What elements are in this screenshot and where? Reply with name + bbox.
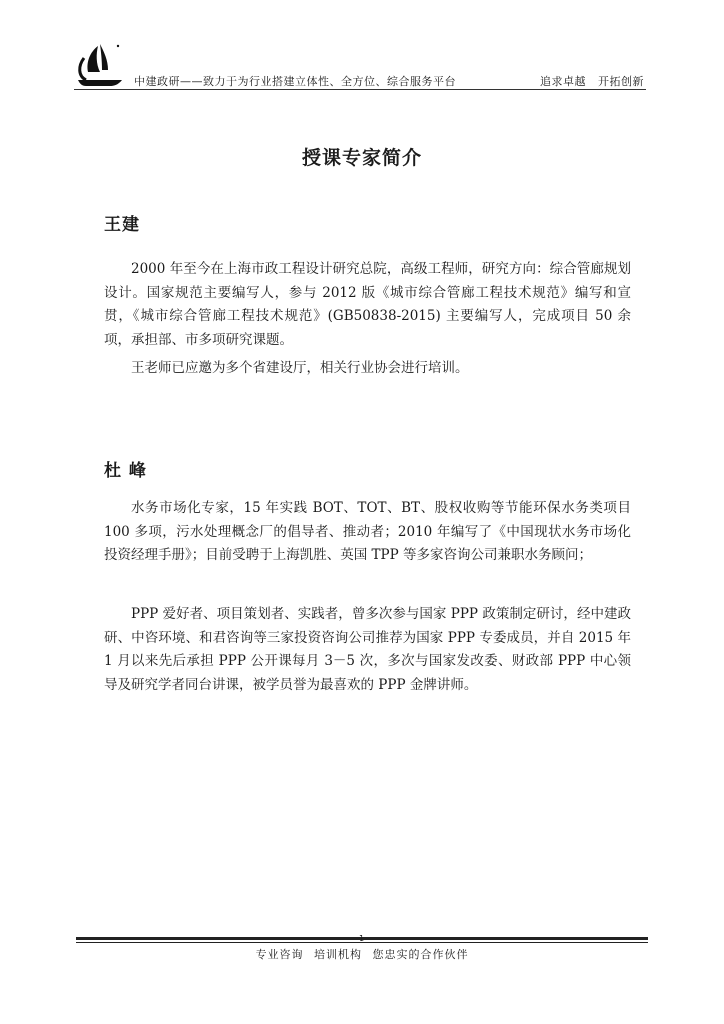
- page-header: [74, 40, 646, 90]
- expert-1-paragraph-2: 王老师已应邀为多个省建设厅，相关行业协会进行培训。: [131, 360, 469, 376]
- expert-name-wang-jian: 王建: [104, 215, 140, 235]
- page-title: 授课专家简介: [301, 147, 422, 169]
- header-slogan: 中建政研——致力于为行业搭建立体性、全方位、综合服务平台: [134, 75, 456, 88]
- expert-1-paragraph-1: 2000 年至今在上海市政工程设计研究总院，高级工程师，研究方向：综合管廊规划设计。国家规范主要编写人，参与 2012 版《城市综合管廊工程技术规范》编写和宣贯，《城市综合管廊工程技术规范》(GB50838-2015) 主要编写人，完成项目 50 余项，承担部、市多项研究课题。: [104, 261, 631, 348]
- expert-2-paragraph-2: PPP 爱好者、项目策划者、实践者，曾多次参与国家 PPP 政策制定研讨，经中建政研、中咨环境、和君咨询等三家投资咨询公司推荐为国家 PPP 专委成员，并自 2015 年 1 月以来先后承担 PPP 公开课每月 3－5 次，多次与国家发改委、财政部 PPP 中心领导及研究学者同台讲课，被学员誉为最喜欢的 PPP 金牌讲师。: [104, 606, 631, 693]
- footer-slogan: 专业咨询 培训机构 您忠实的合作伙伴: [255, 948, 469, 961]
- expert-name-du-feng: 杜 峰: [104, 461, 147, 481]
- sailboat-logo-icon: [74, 40, 126, 88]
- page-number: 1: [359, 934, 365, 943]
- expert-2-paragraph-1: 水务市场化专家，15 年实践 BOT、TOT、BT、股权收购等节能环保水务类项目 100 多项，污水处理概念厂的倡导者、推动者；2010 年编写了《中国现状水务市场化投资经理手册》；目前受聘于上海凯胜、英国 TPP 等多家咨询公司兼职水务顾问；: [104, 500, 631, 563]
- header-motto: 追求卓越 开拓创新: [540, 75, 644, 88]
- header-divider: [74, 89, 646, 90]
